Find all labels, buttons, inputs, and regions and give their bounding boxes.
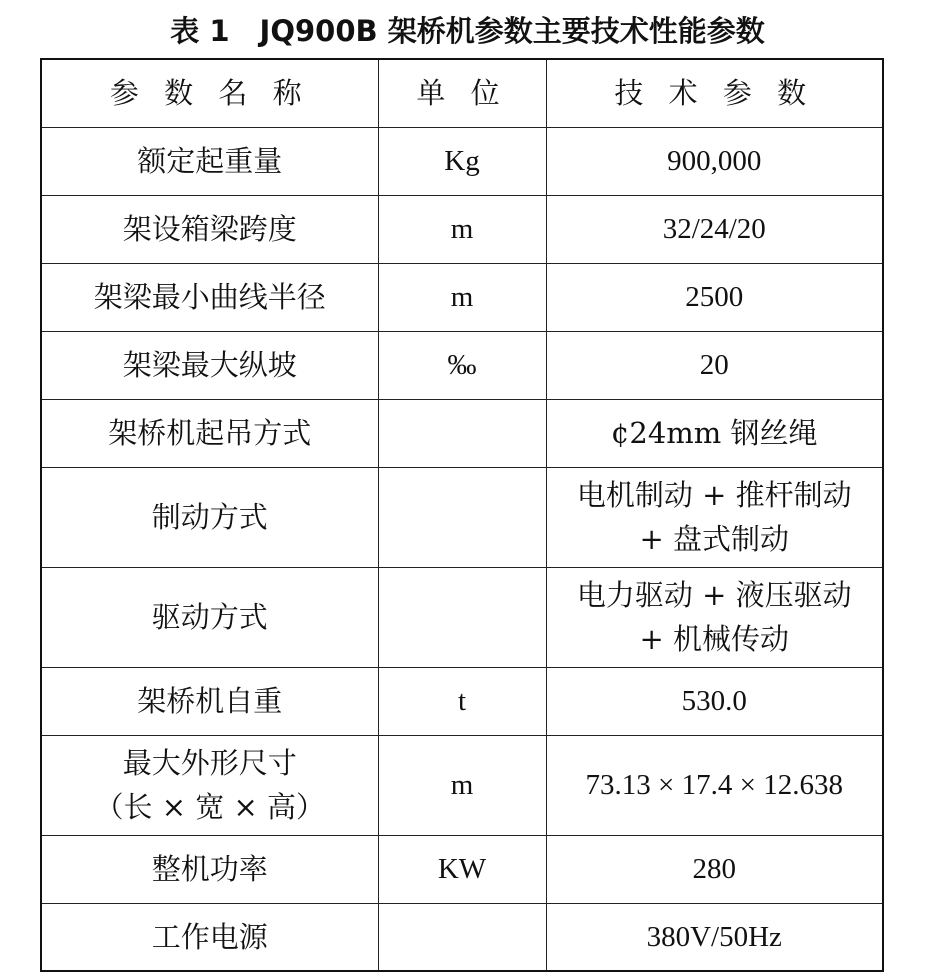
header-unit: 单 位 — [378, 59, 546, 127]
row-name: 架设箱梁跨度 — [41, 195, 378, 263]
table-row — [41, 835, 883, 903]
row-value: 32/24/20 — [546, 195, 883, 263]
row-name: 驱动方式 — [41, 567, 378, 667]
row-name: 额定起重量 — [41, 127, 378, 195]
row-value — [546, 467, 883, 567]
row-name: 整机功率 — [41, 835, 378, 903]
row-value: ¢24mm 钢丝绳 — [546, 399, 883, 467]
table-header-row — [41, 59, 883, 127]
row-value: 380V/50Hz — [546, 903, 883, 971]
row-value-line-1: 电机制动 + 推杆制动 — [576, 478, 852, 512]
row-unit — [378, 399, 546, 467]
row-unit: Kg — [378, 127, 546, 195]
row-value: 900,000 — [546, 127, 883, 195]
header-parameter-name: 参 数 名 称 — [41, 59, 378, 127]
row-unit: m — [378, 735, 546, 835]
row-name: 架梁最小曲线半径 — [41, 263, 378, 331]
row-value: 73.13 × 17.4 × 12.638 — [546, 735, 883, 835]
table-row — [41, 567, 883, 667]
row-name: 制动方式 — [41, 467, 378, 567]
row-value: 280 — [546, 835, 883, 903]
row-value-line-2: + 机械传动 — [639, 622, 790, 656]
row-unit: m — [378, 263, 546, 331]
row-unit: m — [378, 195, 546, 263]
row-unit: KW — [378, 835, 546, 903]
row-unit — [378, 567, 546, 667]
header-technical-parameter: 技 术 参 数 — [546, 59, 883, 127]
row-unit: t — [378, 667, 546, 735]
row-value-line-1: 电力驱动 + 液压驱动 — [576, 578, 852, 612]
row-name: 架桥机起吊方式 — [41, 399, 378, 467]
row-unit — [378, 467, 546, 567]
table-row — [41, 399, 883, 467]
row-value: 530.0 — [546, 667, 883, 735]
table-row — [41, 903, 883, 971]
row-name: 架桥机自重 — [41, 667, 378, 735]
row-name-line-2: （长 × 宽 × 高） — [94, 790, 325, 824]
row-value-line-2: + 盘式制动 — [639, 522, 790, 556]
table-row — [41, 195, 883, 263]
row-name: 工作电源 — [41, 903, 378, 971]
row-unit — [378, 903, 546, 971]
specification-table — [40, 58, 884, 972]
table-row — [41, 331, 883, 399]
row-value: 20 — [546, 331, 883, 399]
row-value — [546, 567, 883, 667]
table-row — [41, 263, 883, 331]
table-caption — [0, 8, 935, 54]
row-unit: ‰ — [378, 331, 546, 399]
table-row — [41, 127, 883, 195]
table-row — [41, 735, 883, 835]
table-row — [41, 467, 883, 567]
row-name-line-1: 最大外形尺寸 — [122, 746, 297, 780]
row-name: 架梁最大纵坡 — [41, 331, 378, 399]
row-name — [41, 735, 378, 835]
table-row — [41, 667, 883, 735]
row-value: 2500 — [546, 263, 883, 331]
table-number: 表 1 — [170, 14, 230, 48]
table-title: JQ900B 架桥机参数主要技术性能参数 — [259, 14, 765, 48]
